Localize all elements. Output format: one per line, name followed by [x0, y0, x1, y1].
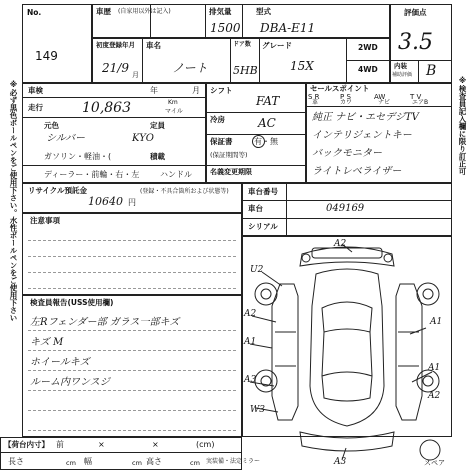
serial-label: シリアル: [248, 222, 278, 231]
shaken-label: 車検: [28, 86, 43, 95]
first-reg-value: 21/9: [102, 61, 129, 75]
option-navi: ナビ: [378, 99, 391, 106]
sales-note-2: インテリジェントキー: [312, 130, 412, 141]
model-year-sub: (自家用以外は記入): [118, 8, 171, 15]
score-label: 評価点: [404, 8, 427, 17]
load-label: 積載: [150, 152, 165, 161]
damage-mark-a1-left: A1: [244, 337, 257, 347]
report-line-2: キズ M: [30, 337, 64, 348]
cargo-cm: (cm): [196, 440, 215, 449]
mileage-value: 10,863: [82, 100, 131, 116]
damage-mark-a3-left: A3: [244, 375, 257, 385]
color-label: 元色: [44, 121, 59, 130]
damage-mark-a2-front: A2: [334, 239, 347, 249]
sales-note-1: 純正 ナビ・エセデジTV: [312, 112, 419, 123]
option-kawa: カワ: [340, 99, 353, 106]
car-diagram: [242, 236, 452, 464]
color-code: KYO: [132, 133, 155, 144]
first-reg-month-label: 月: [132, 71, 139, 79]
dealer-label: ディーラー・前輪・右・左: [44, 170, 140, 179]
seating-label: 定員: [150, 121, 165, 130]
2wd-label: 2WD: [358, 43, 378, 52]
damage-mark-a2-left: A2: [244, 309, 257, 319]
ac-label: 冷房: [210, 115, 225, 124]
warranty-sub: (保証期間等): [210, 151, 248, 159]
cargo-x1: ×: [98, 440, 105, 449]
doors-value: 5HB: [233, 64, 258, 77]
damage-mark-a1-right2: A1: [428, 363, 441, 373]
damage-mark-a3-rear: A3: [334, 457, 347, 467]
option-aw: AW: [374, 93, 386, 101]
notes-label: 注意事項: [30, 216, 60, 225]
damage-mark-a2-right: A2: [428, 391, 441, 401]
interior-value: B: [426, 63, 437, 79]
height-cm: cm: [190, 459, 200, 467]
mileage-label: 走行: [28, 103, 43, 112]
shift-value: FAT: [256, 94, 280, 108]
model-year-label: 車歴: [96, 7, 111, 16]
sales-points-label: セールスポイント: [310, 84, 370, 93]
score-value: 3.5: [398, 30, 433, 55]
recycle-label: リサイクル預託金: [28, 186, 87, 195]
4wd-label: 4WD: [358, 65, 378, 74]
option-tv: T V: [410, 93, 422, 101]
option-airbag: エアB: [412, 99, 429, 106]
fuel-label: ガソリン・軽油・(: [44, 152, 112, 161]
type-value: DBA-E11: [260, 21, 316, 35]
grade-label: グレード: [262, 41, 292, 50]
unusual-label: (登録・不具合箇所および状態等): [140, 188, 229, 195]
notes-box: [22, 213, 242, 295]
ac-value: AC: [258, 116, 276, 130]
displacement-label: 排気量: [209, 7, 232, 16]
option-leather: 革: [312, 99, 319, 106]
damage-mark-a1-right: A1: [430, 317, 443, 327]
length-label: 長さ: [8, 457, 24, 466]
first-reg-label: 初度登録年月: [96, 41, 135, 49]
model-name-label: 車名: [146, 41, 161, 50]
spare-label: スペア: [424, 459, 445, 467]
damage-mark-w3: W3: [250, 405, 265, 415]
handle-label: ハンドル: [160, 170, 192, 179]
model-name-value: ノート: [172, 61, 208, 75]
warranty-label: 保証書: [210, 137, 233, 146]
shaken-month-label: 月: [192, 86, 200, 95]
sidebar-right-note: ※検査員記入欄に限り訂正可: [458, 76, 467, 175]
width-cm: cm: [132, 459, 142, 467]
km-unit: Km: [168, 99, 178, 106]
color-value: シルバー: [46, 133, 86, 144]
recycle-yen: 円: [128, 198, 136, 207]
length-cm: cm: [66, 459, 76, 467]
interior-sub: 補助評価: [392, 72, 413, 78]
interior-label: 内装: [394, 62, 407, 70]
name-change-label: 名義変更期限: [210, 168, 252, 176]
report-title: 検査員報告(USS使用欄): [30, 298, 114, 307]
damage-mark-u2: U2: [250, 265, 264, 275]
chassis-no-label: 車台番号: [248, 187, 278, 196]
no-label: No.: [27, 8, 42, 17]
option-ps: P S: [340, 93, 351, 101]
extra-label: 実装備・法定ミラー: [206, 458, 261, 465]
shift-label: シフト: [210, 86, 233, 95]
sidebar-instructions: ※必ず黒色ボールペンをご使用下さい。水性ボールペンをご使用下さい: [9, 80, 18, 322]
cargo-x2: ×: [152, 440, 159, 449]
sales-note-3: バックモニター: [312, 148, 382, 159]
frame-label: 車台: [248, 204, 263, 213]
type-label: 型式: [256, 7, 271, 16]
frame-value: 049169: [326, 203, 365, 214]
sales-note-4: ライトレベライザー: [312, 166, 402, 177]
report-line-1: 左Rフェンダー部 ガラス一部キズ: [30, 317, 180, 328]
shaken-year-label: 年: [150, 86, 158, 95]
grade-value: 15X: [290, 59, 314, 73]
recycle-value: 10640: [88, 195, 123, 208]
doors-label: ドア数: [233, 41, 251, 48]
cargo-front: 前: [56, 440, 64, 449]
warranty-value: 有・無: [254, 137, 278, 146]
mile-unit: マイル: [165, 108, 183, 115]
cargo-label: 【荷台内寸】: [4, 440, 49, 449]
width-label: 幅: [84, 457, 92, 466]
displacement-value: 1500: [210, 21, 241, 35]
lot-number: 149: [35, 49, 58, 63]
report-line-3: ホイールキズ: [30, 357, 90, 368]
height-label: 高さ: [146, 457, 162, 466]
option-sr: S R: [308, 93, 320, 101]
report-line-4: ルーム内ワンスジ: [30, 377, 110, 388]
